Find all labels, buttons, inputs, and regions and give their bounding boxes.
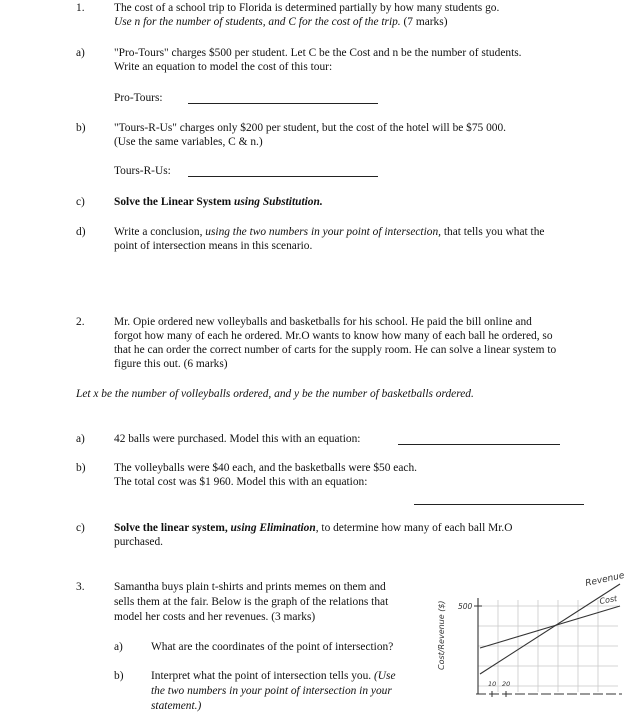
q1-vars-note-text: Use n for the number of students, and C for the cost of the trip. xyxy=(114,16,401,28)
q1d-line2: point of intersection means in this scenario. xyxy=(114,240,313,252)
q3b-line2: the two numbers in your point of intersection in your xyxy=(151,685,392,697)
x-tick-label-10: 10 xyxy=(488,680,497,688)
q1a-label: a) xyxy=(76,47,85,59)
q3-line3: model her costs and her revenues. (3 marks) xyxy=(114,611,316,623)
graph-grid xyxy=(478,600,618,692)
q1d-line1-a: Write a conclusion, xyxy=(114,226,206,238)
q1-marks: (7 marks) xyxy=(403,16,448,28)
q3-number: 3. xyxy=(76,581,85,593)
q1-intro: The cost of a school trip to Florida is determined partially by how many students go. xyxy=(114,2,500,14)
q1a-answer-label: Pro-Tours: xyxy=(114,92,163,104)
q1d-line1-b: that tells you what the xyxy=(441,226,545,238)
cost-line xyxy=(480,606,620,648)
q2a-answer-blank[interactable] xyxy=(398,434,560,445)
q2-line4: figure this out. (6 marks) xyxy=(114,358,228,370)
q2-line1: Mr. Opie ordered new volleyballs and basketballs for his school. He paid the bill online and xyxy=(114,316,532,328)
q2b-label: b) xyxy=(76,462,86,474)
q3a-label: a) xyxy=(114,641,123,653)
q2-line3: that he can order the correct number of carts for the supply room. He can solve a linear system to xyxy=(114,344,557,356)
q1c-label: c) xyxy=(76,196,85,208)
q2c-line1 xyxy=(114,521,512,535)
q1b-answer-label: Tours-R-Us: xyxy=(114,165,171,177)
cost-revenue-graph xyxy=(437,570,636,710)
q3b-line1-italic: (Use xyxy=(374,670,396,682)
q2c-text-rest: , to determine how many of each ball Mr.O xyxy=(315,522,513,534)
q1d-line1 xyxy=(114,225,544,239)
q1-vars-note xyxy=(114,15,447,29)
q1c-text xyxy=(114,195,323,209)
q1-number: 1. xyxy=(76,2,85,14)
q1b-label: b) xyxy=(76,122,86,134)
q1c-text-bold-italic: using Substitution. xyxy=(234,196,323,208)
q3-line1: Samantha buys plain t-shirts and prints memes on them and xyxy=(114,581,386,593)
q3b-line3: statement.) xyxy=(151,700,202,712)
q2c-text-bold: Solve the linear system, xyxy=(114,522,231,534)
q1d-line1-italic: using the two numbers in your point of intersection, xyxy=(205,226,441,238)
q1d-label: d) xyxy=(76,226,86,238)
q1a-line2: Write an equation to model the cost of this tour: xyxy=(114,61,333,73)
q2-line2: forgot how many of each he ordered. Mr.O wants to know how many of each ball he ordered, so xyxy=(114,330,553,342)
q1a-line1: "Pro-Tours" charges $500 per student. Let C be the Cost and n be the number of students. xyxy=(114,47,522,59)
q2-number: 2. xyxy=(76,316,85,328)
q2b-line2: The total cost was $1 960. Model this with an equation: xyxy=(114,476,368,488)
q2-let-line: Let x be the number of volleyballs ordered, and y be the number of basketballs ordered. xyxy=(76,388,474,400)
q3b-line1 xyxy=(151,669,396,683)
revenue-label: Revenue xyxy=(584,570,626,589)
q2c-line2: purchased. xyxy=(114,536,164,548)
q1c-text-bold: Solve the Linear System xyxy=(114,196,235,208)
q1a-answer-blank[interactable] xyxy=(188,93,378,104)
q3b-line1-a: Interpret what the point of intersection tells you. xyxy=(151,670,375,682)
cost-label: Cost xyxy=(598,594,618,606)
x-tick-label-20: 20 xyxy=(502,680,511,688)
q2b-line1: The volleyballs were $40 each, and the basketballs were $50 each. xyxy=(114,462,417,474)
q2c-text-bold-italic: using Elimination xyxy=(230,522,316,534)
q1b-line2: (Use the same variables, C & n.) xyxy=(114,136,263,148)
q3a-text: What are the coordinates of the point of intersection? xyxy=(151,641,394,653)
q2a-text: 42 balls were purchased. Model this with an equation: xyxy=(114,433,361,445)
y-tick-label-500: 500 xyxy=(458,602,473,611)
q2a-label: a) xyxy=(76,433,85,445)
q2c-label: c) xyxy=(76,522,85,534)
q1b-answer-blank[interactable] xyxy=(188,166,378,177)
q3-line2: sells them at the fair. Below is the graph of the relations that xyxy=(114,596,389,608)
q2b-answer-blank[interactable] xyxy=(414,494,584,505)
y-axis-label: Cost/Revenue ($) xyxy=(437,600,446,670)
q1b-line1: "Tours-R-Us" charges only $200 per student, but the cost of the hotel will be $75 000. xyxy=(114,122,507,134)
q3b-label: b) xyxy=(114,670,124,682)
